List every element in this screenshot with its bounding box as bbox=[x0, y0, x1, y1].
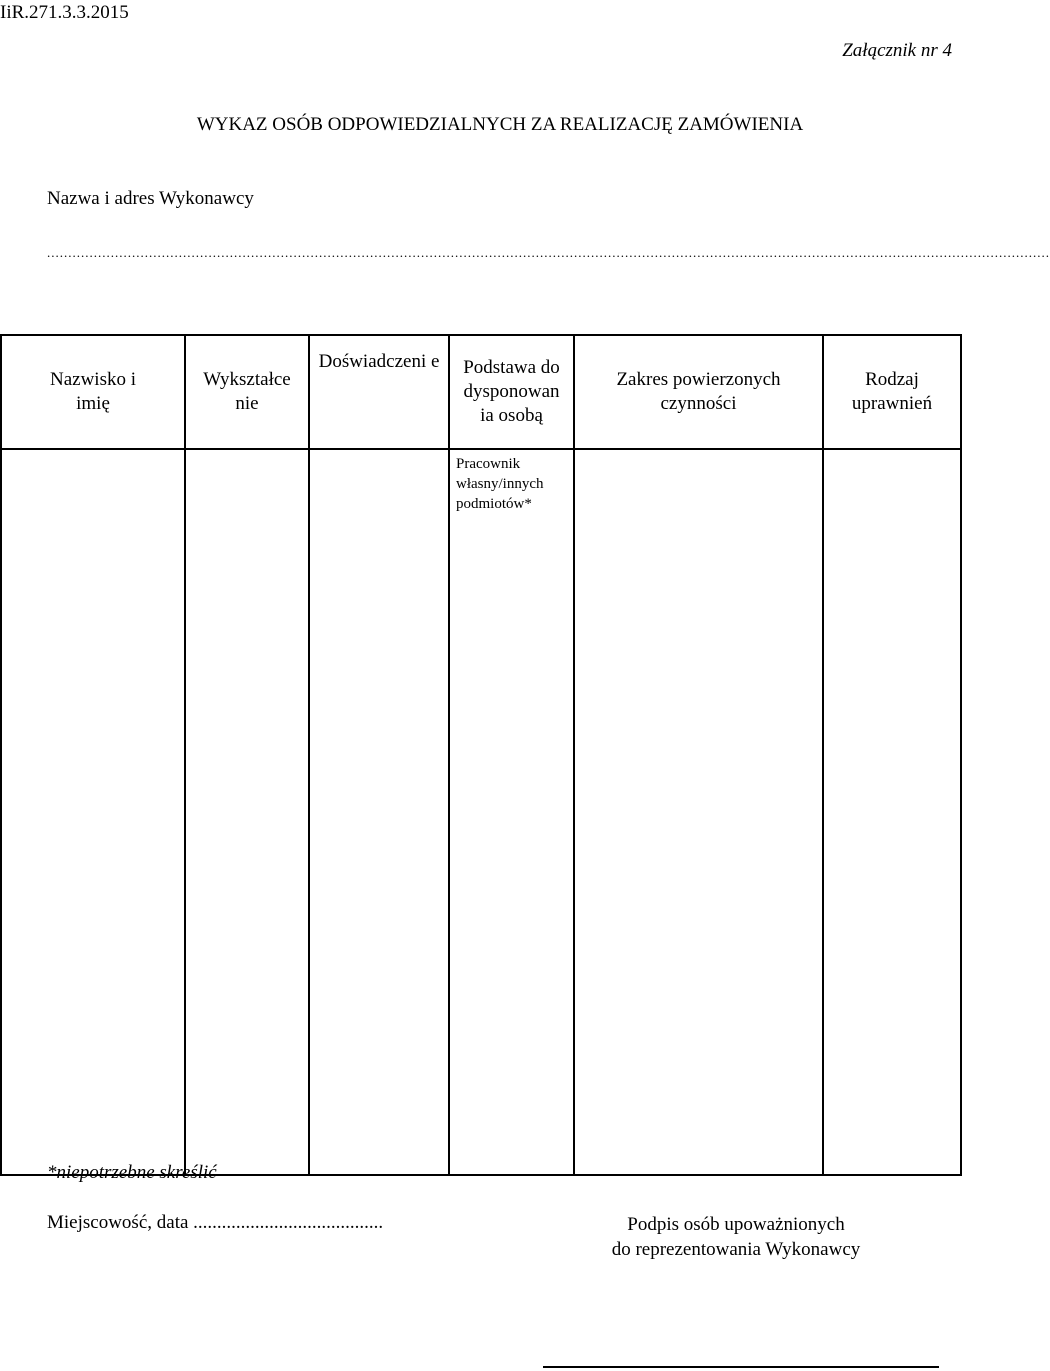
column-header-basis: Podstawa do dysponowan ia osobą bbox=[449, 335, 574, 449]
signature-underline bbox=[543, 1366, 939, 1368]
cell-qualifications[interactable] bbox=[823, 449, 961, 1175]
footnote: *niepotrzebne skreślić bbox=[47, 1162, 217, 1183]
cell-experience[interactable] bbox=[309, 449, 449, 1175]
cell-basis[interactable] bbox=[449, 449, 574, 1175]
signature-line-1: Podpis osób upoważnionych bbox=[627, 1214, 845, 1235]
contractor-name-field[interactable]: ............................................................................................................................................................................................................................................ bbox=[47, 245, 1050, 260]
cell-scope[interactable] bbox=[574, 449, 823, 1175]
basis-note: Pracownik własny/innych podmiotów* bbox=[456, 456, 544, 512]
persons-table bbox=[0, 334, 962, 1176]
cell-name[interactable] bbox=[1, 449, 185, 1175]
column-header-name: Nazwisko i imię bbox=[1, 335, 185, 449]
column-header-experience: Doświadczeni e bbox=[309, 335, 449, 449]
annex-label: Załącznik nr 4 bbox=[842, 40, 952, 61]
signature-caption bbox=[596, 1212, 876, 1262]
document-reference: IiR.271.3.3.2015 bbox=[0, 2, 129, 23]
contractor-name-label: Nazwa i adres Wykonawcy bbox=[47, 188, 254, 209]
column-header-scope: Zakres powierzonych czynności bbox=[574, 335, 823, 449]
column-header-education: Wykształce nie bbox=[185, 335, 309, 449]
table-row bbox=[1, 449, 961, 1175]
column-header-qualifications: Rodzaj uprawnień bbox=[823, 335, 961, 449]
table-header-row bbox=[1, 335, 961, 449]
document-title: WYKAZ OSÓB ODPOWIEDZIALNYCH ZA REALIZACJĘ ZAMÓWIENIA bbox=[196, 114, 804, 135]
signature-line-2: do reprezentowania Wykonawcy bbox=[611, 1239, 861, 1260]
place-date-field[interactable]: Miejscowość, data ........................................ bbox=[47, 1212, 384, 1233]
cell-education[interactable] bbox=[185, 449, 309, 1175]
